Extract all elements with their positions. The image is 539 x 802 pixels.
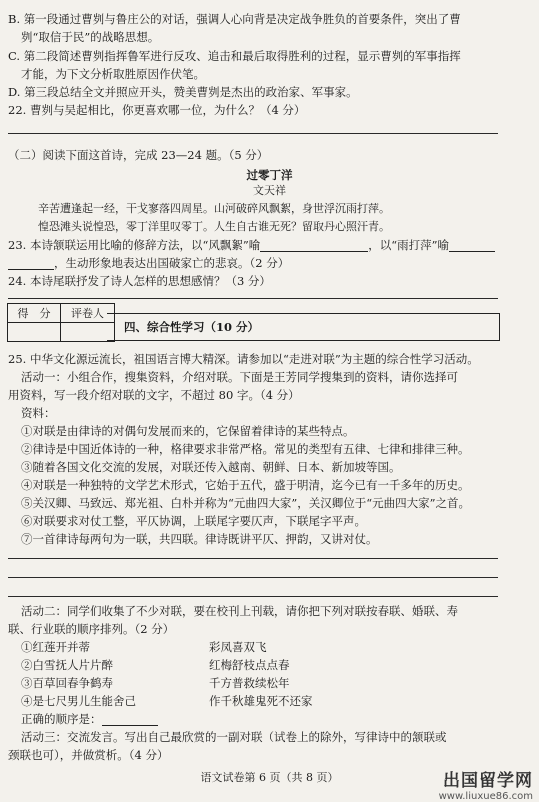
couplet-3-right: 千方普救续松年 bbox=[209, 676, 290, 690]
materials-label: 资料： bbox=[21, 406, 56, 420]
answer-line-25-2 bbox=[8, 577, 498, 578]
poem-line-1: 辛苦遭逢起一经，干戈寥落四周星。山河破碎风飘絮，身世浮沉雨打萍。 bbox=[38, 202, 390, 215]
couplet-1-right: 彩凤喜双飞 bbox=[209, 640, 267, 654]
material-3: ③随着各国文化交流的发展，对联还传入越南、朝鲜、日本、新加坡等国。 bbox=[21, 460, 401, 474]
poem-title: 过零丁洋 bbox=[246, 168, 293, 182]
correct-order-blank[interactable] bbox=[102, 713, 158, 726]
answer-line-25-1 bbox=[8, 558, 498, 559]
material-1: ①对联是由律诗的对偶句发展而来的，它保留着律诗的某些特点。 bbox=[21, 424, 355, 438]
couplet-3-left: ③百草回春争鹤寿 bbox=[21, 676, 113, 690]
couplet-2-left: ②白雪抚人片片醉 bbox=[21, 658, 113, 672]
answer-line-24 bbox=[8, 298, 498, 299]
question-23 bbox=[8, 238, 495, 252]
activity-1-line2: 用资料，写一段介绍对联的文字，不超过 80 字。（4 分） bbox=[8, 388, 300, 402]
couplet-4-left: ④是七尺男儿生能舍己 bbox=[21, 694, 136, 708]
activity-2-line2: 联、行业联的顺序排列。（2 分） bbox=[8, 622, 175, 636]
poem-author: 文天祥 bbox=[253, 184, 286, 197]
answer-line-25-3 bbox=[8, 596, 498, 597]
material-5: ⑤关汉卿、马致远、郑光祖、白朴并称为“元曲四大家”，关汉卿位于“元曲四大家”之首。 bbox=[21, 496, 471, 510]
page-footer: 语文试卷第 6 页（共 8 页） bbox=[200, 771, 339, 784]
material-7: ⑦一首律诗每两句为一联，共四联。律诗既讲平仄、押韵，又讲对仗。 bbox=[21, 532, 378, 546]
activity-1-line1: 活动一：小组合作，搜集资料，介绍对联。下面是王芳同学搜集到的资料，请你选择可 bbox=[21, 370, 458, 384]
question-25: 25. 中华文化源远流长，祖国语言博大精深。请参加以“走进对联”为主题的综合性学习活动。 bbox=[8, 352, 479, 366]
material-4: ④对联是一种独特的文学艺术形式，它始于五代，盛于明清，迄今已有一千多年的历史。 bbox=[21, 478, 470, 492]
watermark-name: 出国留学网 bbox=[443, 771, 533, 791]
option-c-line2: 才能，为下文分析取胜原因作伏笔。 bbox=[21, 67, 205, 81]
couplet-4-right: 作千秋雄鬼死不还家 bbox=[209, 694, 313, 708]
score-cell[interactable] bbox=[8, 323, 61, 342]
question-22: 22. 曹刿与吴起相比，你更喜欢哪一位，为什么？（4 分） bbox=[8, 103, 306, 117]
activity-2-line1: 活动二：同学们收集了不少对联，要在校刊上刊载，请你把下列对联按春联、婚联、寿 bbox=[21, 604, 458, 618]
question-24: 24. 本诗尾联抒发了诗人怎样的思想感情？（3 分） bbox=[8, 274, 271, 288]
option-d: D. 第三段总结全文并照应开头，赞美曹刿是杰出的政治家、军事家。 bbox=[8, 85, 358, 99]
q23-text-c: ，生动形象地表达出国破家亡的悲哀。（2 分） bbox=[54, 256, 290, 270]
material-2: ②律诗是中国近体诗的一种，格律要求非常严格。常见的类型有五律、七律和排律三种。 bbox=[21, 442, 470, 456]
poem-section-intro: （二）阅读下面这首诗，完成 23—24 题。（5 分） bbox=[8, 148, 269, 162]
score-header: 得 分 bbox=[8, 304, 61, 323]
q23-text-b: ，以“雨打萍”喻 bbox=[368, 238, 449, 252]
section-4-title: 四、综合性学习（10 分） bbox=[124, 320, 260, 334]
option-b-line2: 刿“取信于民”的战略思想。 bbox=[21, 30, 160, 44]
watermark-url: www.liuxue86.com bbox=[438, 791, 533, 802]
activity-3-line1: 活动三：交流发言。写出自己最欣赏的一副对联（试卷上的除外，写律诗中的颔联或 bbox=[21, 730, 447, 744]
q23-blank-2-cont[interactable] bbox=[8, 257, 54, 270]
site-watermark bbox=[439, 766, 533, 802]
couplet-1-left: ①红莲开并蒂 bbox=[21, 640, 90, 654]
correct-order-label: 正确的顺序是： bbox=[21, 712, 102, 726]
option-b-line1: B. 第一段通过曹刿与鲁庄公的对话，强调人心向背是决定战争胜负的首要条件，突出了曹 bbox=[8, 12, 461, 26]
activity-3-line2: 颈联也可），并做赏析。（4 分） bbox=[8, 748, 169, 762]
question-23-cont bbox=[8, 256, 289, 270]
q23-text-a: 23. 本诗颔联运用比喻的修辞方法，以“风飘絮”喻 bbox=[8, 238, 261, 252]
grader-header: 评卷人 bbox=[61, 304, 115, 323]
q23-blank-2[interactable] bbox=[449, 239, 495, 252]
q23-blank-1[interactable] bbox=[260, 239, 368, 252]
poem-line-2: 惶恐滩头说惶恐，零丁洋里叹零丁。人生自古谁无死？留取丹心照汗青。 bbox=[38, 220, 390, 233]
material-6: ⑥对联要求对仗工整，平仄协调，上联尾字要仄声，下联尾字平声。 bbox=[21, 514, 366, 528]
couplet-2-right: 红梅舒枝点点春 bbox=[209, 658, 290, 672]
score-table bbox=[7, 303, 115, 342]
option-c-line1: C. 第二段简述曹刿指挥鲁军进行反攻、追击和最后取得胜利的过程，显示曹刿的军事指挥 bbox=[8, 49, 461, 63]
correct-order bbox=[21, 712, 158, 726]
answer-line-22 bbox=[8, 133, 498, 134]
